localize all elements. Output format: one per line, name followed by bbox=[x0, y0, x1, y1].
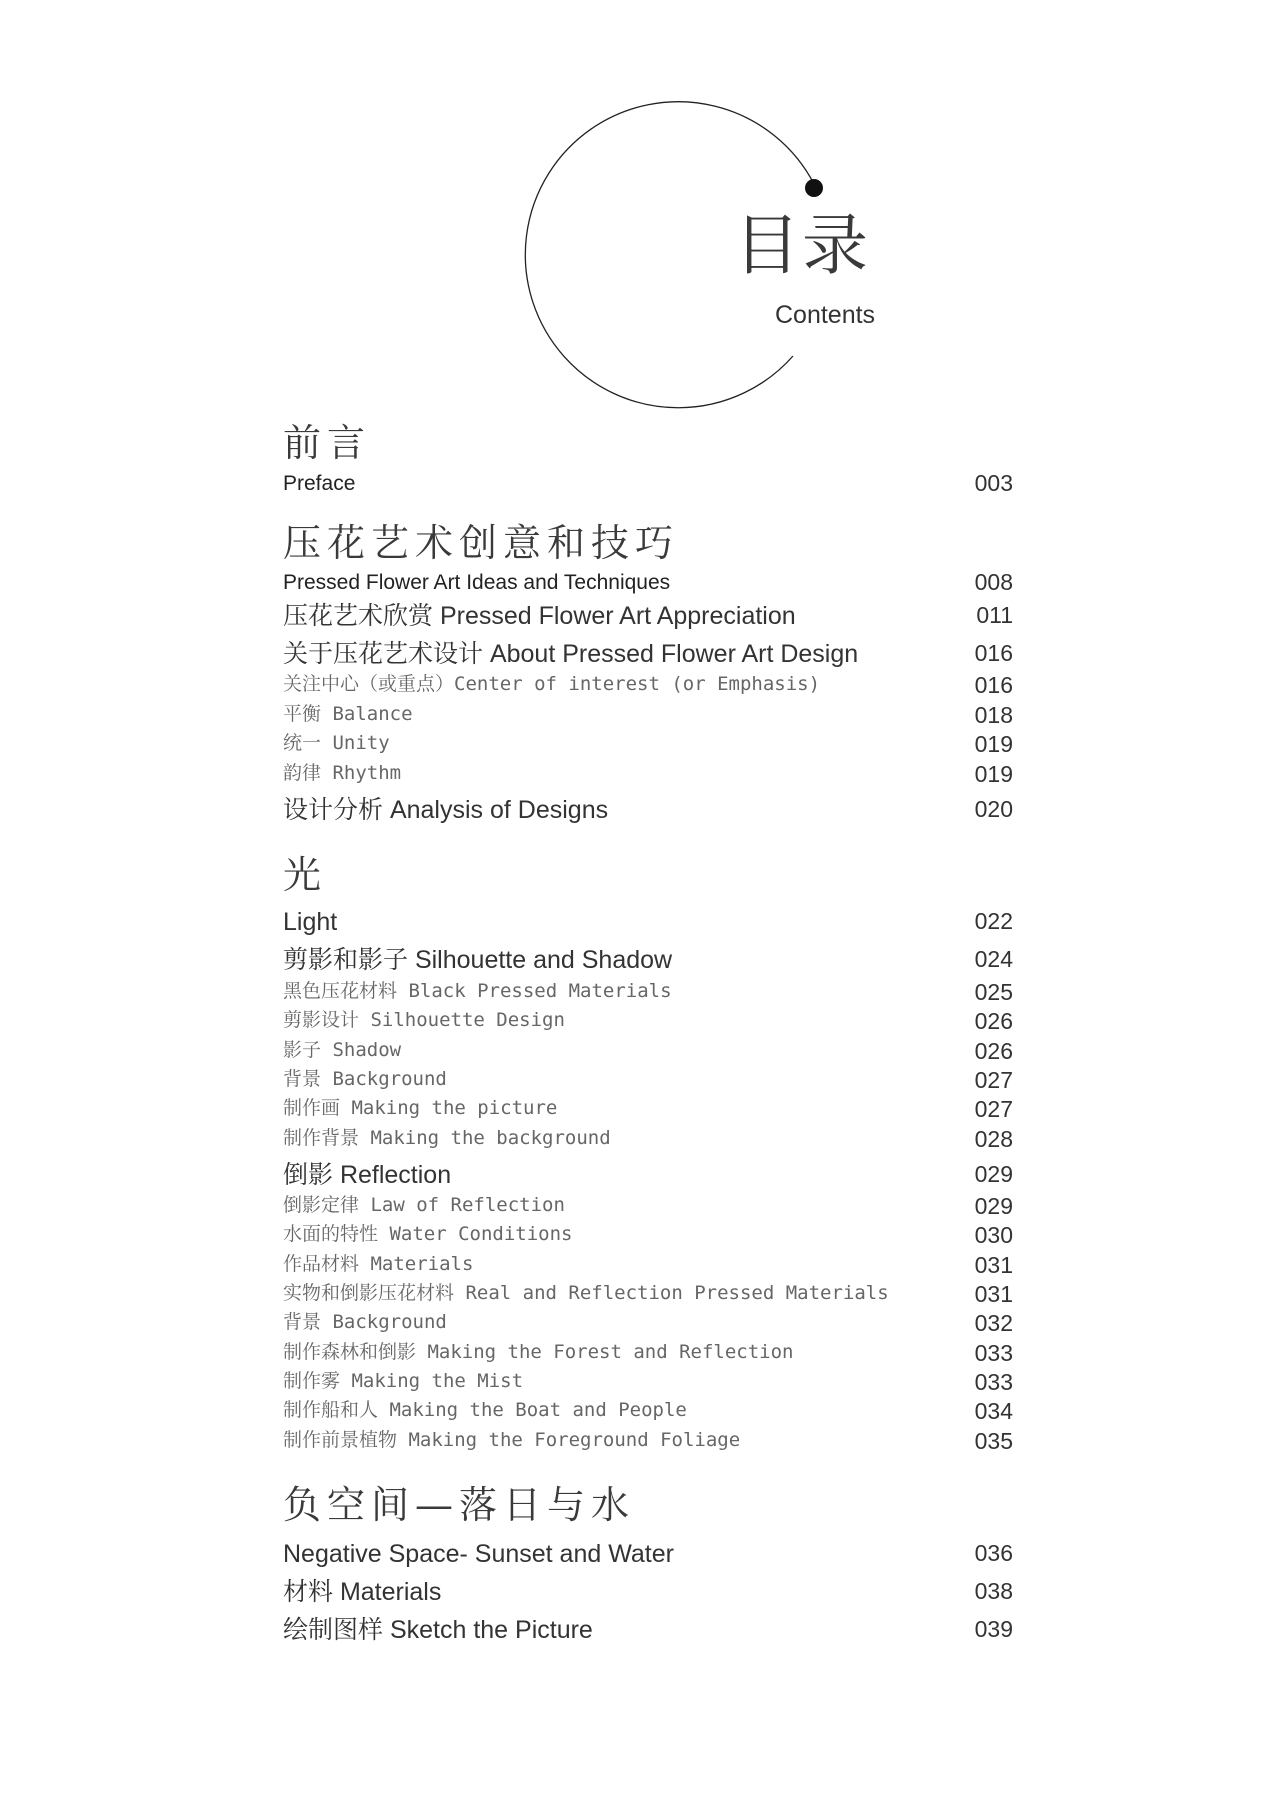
page-number: 022 bbox=[974, 908, 1013, 934]
page-number: 019 bbox=[974, 761, 1013, 787]
page-number: 011 bbox=[976, 602, 1013, 628]
page-number: 019 bbox=[974, 731, 1013, 757]
page-number: 018 bbox=[974, 702, 1013, 728]
page-number: 036 bbox=[974, 1540, 1013, 1566]
page-number: 008 bbox=[974, 569, 1013, 595]
page-number: 031 bbox=[974, 1281, 1013, 1307]
arc-end-dot bbox=[805, 179, 823, 197]
page-number: 034 bbox=[974, 1398, 1013, 1424]
page-number: 030 bbox=[974, 1222, 1013, 1248]
page-number: 033 bbox=[974, 1369, 1013, 1395]
page-number: 029 bbox=[974, 1161, 1013, 1187]
page-number: 016 bbox=[974, 640, 1013, 666]
page-number: 025 bbox=[974, 979, 1013, 1005]
page-number: 020 bbox=[974, 796, 1013, 822]
page-number: 027 bbox=[974, 1067, 1013, 1093]
page-number: 003 bbox=[974, 470, 1013, 496]
page-number: 024 bbox=[974, 946, 1013, 972]
page-number: 027 bbox=[974, 1096, 1013, 1122]
page-number: 028 bbox=[974, 1126, 1013, 1152]
page-number: 033 bbox=[974, 1340, 1013, 1366]
page-number: 026 bbox=[974, 1008, 1013, 1034]
page-number: 029 bbox=[974, 1193, 1013, 1219]
page-subtitle: Contents bbox=[775, 301, 876, 329]
page-number: 038 bbox=[974, 1578, 1013, 1604]
page-number: 016 bbox=[974, 672, 1013, 698]
page-number: 031 bbox=[974, 1252, 1013, 1278]
page-title: 目录 bbox=[734, 207, 870, 284]
page-number: 035 bbox=[974, 1428, 1013, 1454]
page-number: 032 bbox=[974, 1310, 1013, 1336]
page-number: 039 bbox=[974, 1616, 1013, 1642]
page-number: 026 bbox=[974, 1038, 1013, 1064]
